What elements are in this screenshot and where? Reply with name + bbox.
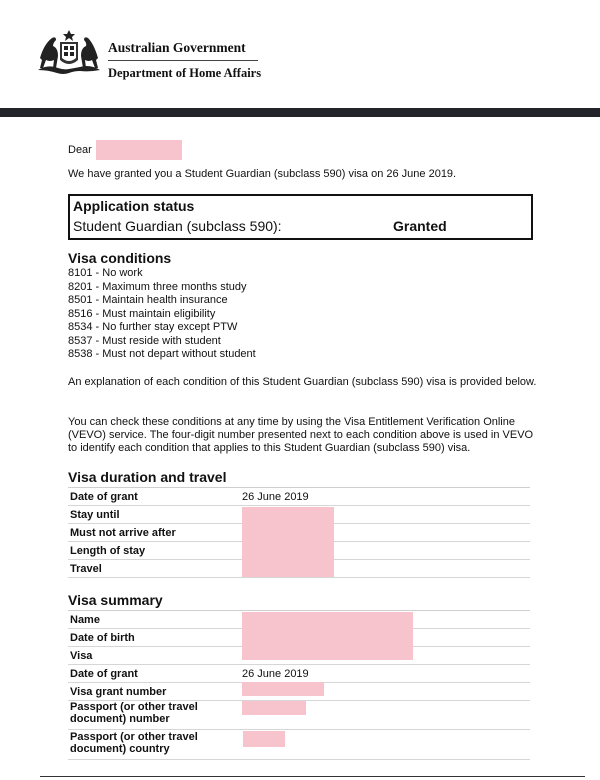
row-label: Stay until (70, 509, 120, 521)
conditions-title: Visa conditions (68, 250, 172, 266)
row-label: Date of grant (70, 491, 138, 503)
row-label: Length of stay (70, 545, 146, 557)
salutation: Dear (68, 144, 92, 156)
row-value: 26 June 2019 (242, 491, 309, 503)
vevo-paragraph: You can check these conditions at any time by using the Visa Entitlement Verification Online (VEVO) service. The four-digit number presented next to each condition above is used in VEVO to identify each condition that applies to this Student Guardian (subclass 590) visa. (68, 416, 534, 454)
header-banner (0, 108, 600, 117)
conditions-explanation: An explanation of each condition of this Student Guardian (subclass 590) visa is provided below. (68, 376, 537, 388)
table-row (68, 731, 530, 760)
row-label: Visa (70, 650, 93, 662)
conditions-list (68, 267, 256, 362)
recipient-name-redacted (96, 140, 182, 160)
row-label: Travel (70, 563, 102, 575)
passport-country-redacted (243, 731, 285, 747)
table-row (68, 665, 530, 683)
duration-title: Visa duration and travel (68, 469, 227, 485)
passport-number-redacted (242, 701, 306, 715)
salutation-row (68, 140, 182, 160)
status-title: Application status (73, 198, 195, 214)
row-label: Passport (or other travel document) country (70, 731, 198, 755)
letterhead (0, 0, 600, 108)
page-bottom-rule (40, 776, 585, 777)
condition-item: 8538 - Must not depart without student (68, 348, 256, 360)
status-label: Student Guardian (subclass 590): (73, 218, 282, 234)
condition-item: 8516 - Must maintain eligibility (68, 307, 216, 320)
condition-item: 8537 - Must reside with student (68, 334, 221, 347)
row-label: Must not arrive after (70, 527, 176, 539)
application-status-box (68, 194, 533, 240)
government-name: Australian Government (108, 40, 246, 55)
condition-item: 8534 - No further stay except PTW (68, 321, 238, 333)
grant-number-redacted (242, 682, 324, 696)
summary-values-redacted (242, 612, 413, 660)
grant-notice: We have granted you a Student Guardian (subclass 590) visa on 26 June 2019. (68, 168, 457, 180)
table-row (68, 488, 530, 506)
condition-item: 8501 - Maintain health insurance (68, 294, 228, 306)
summary-title: Visa summary (68, 592, 163, 608)
row-label: Passport (or other travel document) number (70, 701, 198, 725)
status-value: Granted (393, 218, 447, 234)
duration-values-redacted (242, 507, 334, 577)
department-name: Department of Home Affairs (108, 66, 262, 80)
condition-item: 8101 - No work (68, 267, 143, 279)
letterhead-divider (108, 60, 258, 61)
row-value: 26 June 2019 (242, 668, 309, 680)
condition-item: 8201 - Maximum three months study (68, 280, 247, 293)
coat-of-arms-icon (34, 28, 104, 80)
row-label: Name (70, 614, 100, 626)
row-label: Visa grant number (70, 686, 167, 698)
row-label: Date of birth (70, 632, 135, 644)
row-label: Date of grant (70, 668, 138, 680)
